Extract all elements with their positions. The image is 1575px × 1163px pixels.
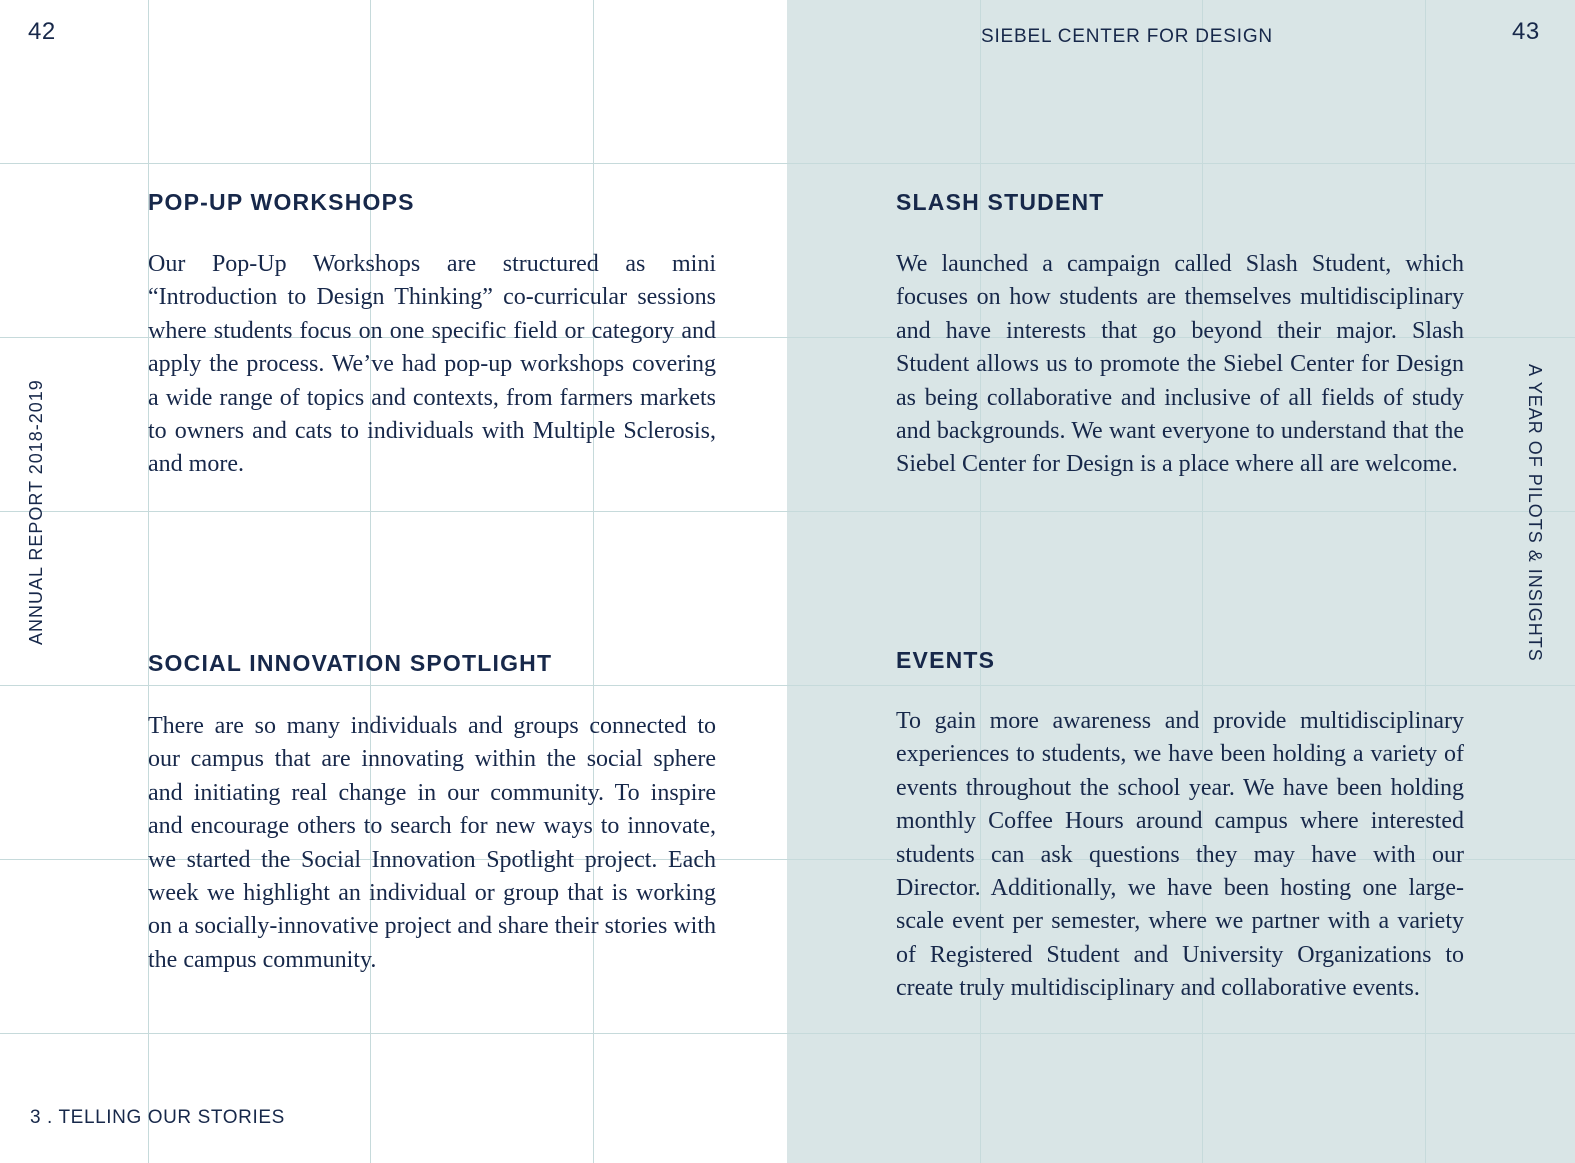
side-label-right: A YEAR OF PILOTS & INSIGHTS — [1525, 364, 1545, 662]
section-title-popup: POP-UP WORKSHOPS — [148, 189, 415, 215]
grid-line — [0, 1033, 1575, 1034]
section-body-events: To gain more awareness and provide multidisciplinary experiences to students, we have been holding a variety of events throughout the school year. We have been holding monthly Coffee Hours around campus where interested students can ask questions they may have with our Director. Additionally, we have been hosting one large-scale event per semester, where we partner with a variety of Registered Student and University Organizations to create truly multidisciplinary and collaborative events. — [896, 708, 1464, 1002]
grid-line — [0, 685, 1575, 686]
section-body-slash: We launched a campaign called Slash Student, which focuses on how students are themselves multidisciplinary and have interests that go beyond their major. Slash Student allows us to promote the Siebel Center for Design as being collaborative and inclusive of all fields of study and backgrounds. We want everyone to understand that the Siebel Center for Design is a place where all are welcome. — [896, 251, 1464, 478]
section-body-popup: Our Pop-Up Workshops are structured as mini “Introduction to Design Thinking” co-curricular sessions where students focus on one specific field or category and apply the process. We’ve had pop-up workshops covering a wide range of topics and contexts, from farmers markets to owners and cats to individuals with Multiple Sclerosis, and more. — [148, 251, 716, 478]
page-number-left: 42 — [28, 18, 56, 45]
chapter-footer: 3 . TELLING OUR STORIES — [30, 1107, 285, 1128]
page-number-right: 43 — [1512, 18, 1540, 45]
section-title-slash: SLASH STUDENT — [896, 189, 1105, 215]
running-head: SIEBEL CENTER FOR DESIGN — [981, 26, 1273, 47]
grid-line — [370, 0, 371, 1163]
grid-line — [593, 0, 594, 1163]
section-title-events: EVENTS — [896, 647, 996, 673]
grid-line — [0, 163, 1575, 164]
side-label-left: ANNUAL REPORT 2018-2019 — [26, 379, 46, 645]
grid-line — [148, 0, 149, 1163]
section-title-social: SOCIAL INNOVATION SPOTLIGHT — [148, 650, 553, 676]
grid-line — [0, 511, 1575, 512]
section-body-social: There are so many individuals and groups connected to our campus that are innovating within the social sphere and initiating real change in our community. To inspire and encourage others to search for new ways to innovate, we started the Social Innovation Spotlight project. Each week we highlight an individual or group that is working on a socially-innovative project and share their stories with the campus community. — [148, 713, 716, 973]
